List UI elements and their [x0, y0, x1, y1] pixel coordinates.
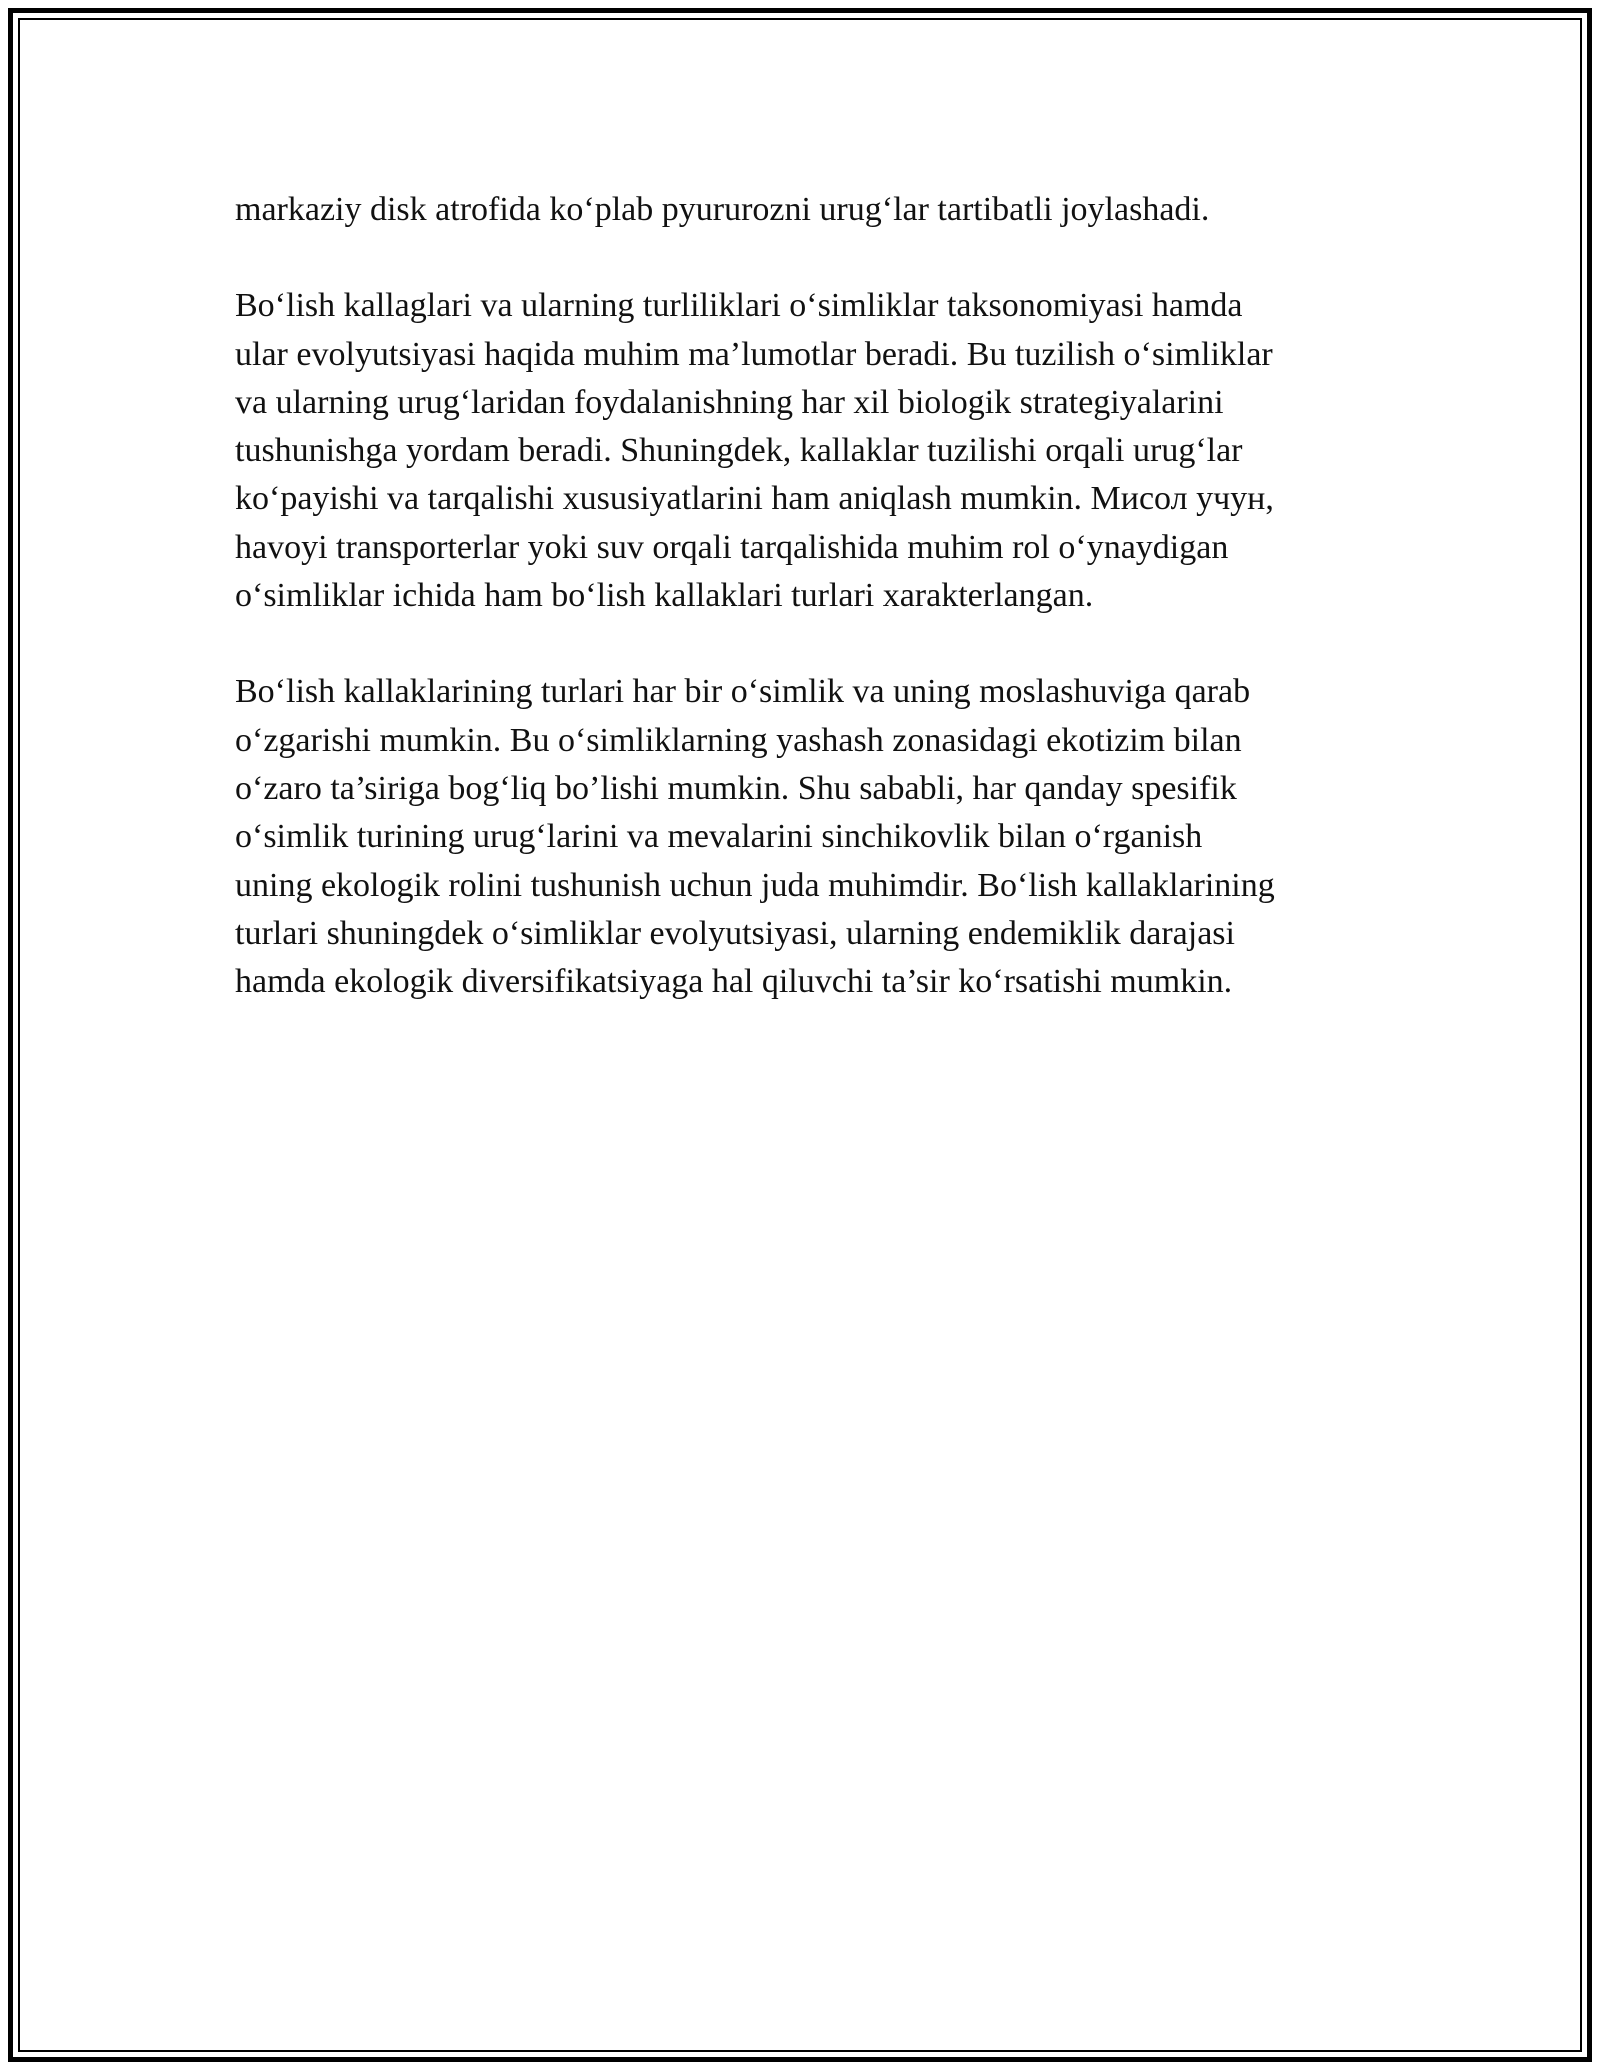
text-line: ular evolyutsiyasi haqida muhim ma’lumotlar beradi. Bu tuzilish o‘simliklar: [235, 335, 1273, 373]
text-line: havoyi transporterlar yoki suv orqali tarqalishida muhim rol o‘ynaydigan: [235, 528, 1229, 566]
text-line: Bo‘lish kallaglari va ularning turliliklari o‘simliklar taksonomiyasi hamda: [235, 287, 1243, 325]
text-line: Bo‘lish kallaklarining turlari har bir o‘simlik va uning moslashuviga qarab: [235, 673, 1251, 711]
text-line: va ularning urug‘laridan foydalanishning har xil biologik strategiyalarini: [235, 383, 1224, 421]
text-line: ko‘payishi va tarqalishi xususiyatlarini ham aniqlash mumkin. Мисол учун,: [235, 480, 1274, 518]
text-line: hamda ekologik diversifikatsiyaga hal qiluvchi ta’sir ko‘rsatishi mumkin.: [235, 963, 1233, 1001]
text-line: uning ekologik rolini tushunish uchun juda muhimdir. Bo‘lish kallaklarining: [235, 866, 1275, 904]
text-line: turlari shuningdek o‘simliklar evolyutsiyasi, ularning endemiklik darajasi: [235, 914, 1235, 952]
text-line: o‘zaro ta’siriga bog‘liq bo’lishi mumkin. Shu sababli, har qanday spesifik: [235, 769, 1237, 807]
text-line: o‘zgarishi mumkin. Bu o‘simliklarning yashash zonasidagi ekotizim bilan: [235, 721, 1242, 759]
text-line: markaziy disk atrofida ko‘plab pyururozni urug‘lar tartibatli joylashadi.: [235, 191, 1210, 228]
text-line: o‘simlik turining urug‘larini va mevalarini sinchikovlik bilan o‘rganish: [235, 818, 1203, 856]
document-body: [235, 186, 1375, 1054]
paragraph-1: [235, 186, 1375, 234]
text-line: o‘simliklar ichida ham bo‘lish kallaklari turlari xarakterlangan.: [235, 577, 1094, 615]
text-line: tushunishga yordam beradi. Shuningdek, kallaklar tuzilishi orqali urug‘lar: [235, 432, 1243, 470]
paragraph-3: [235, 668, 1375, 1006]
paragraph-2: [235, 282, 1375, 620]
